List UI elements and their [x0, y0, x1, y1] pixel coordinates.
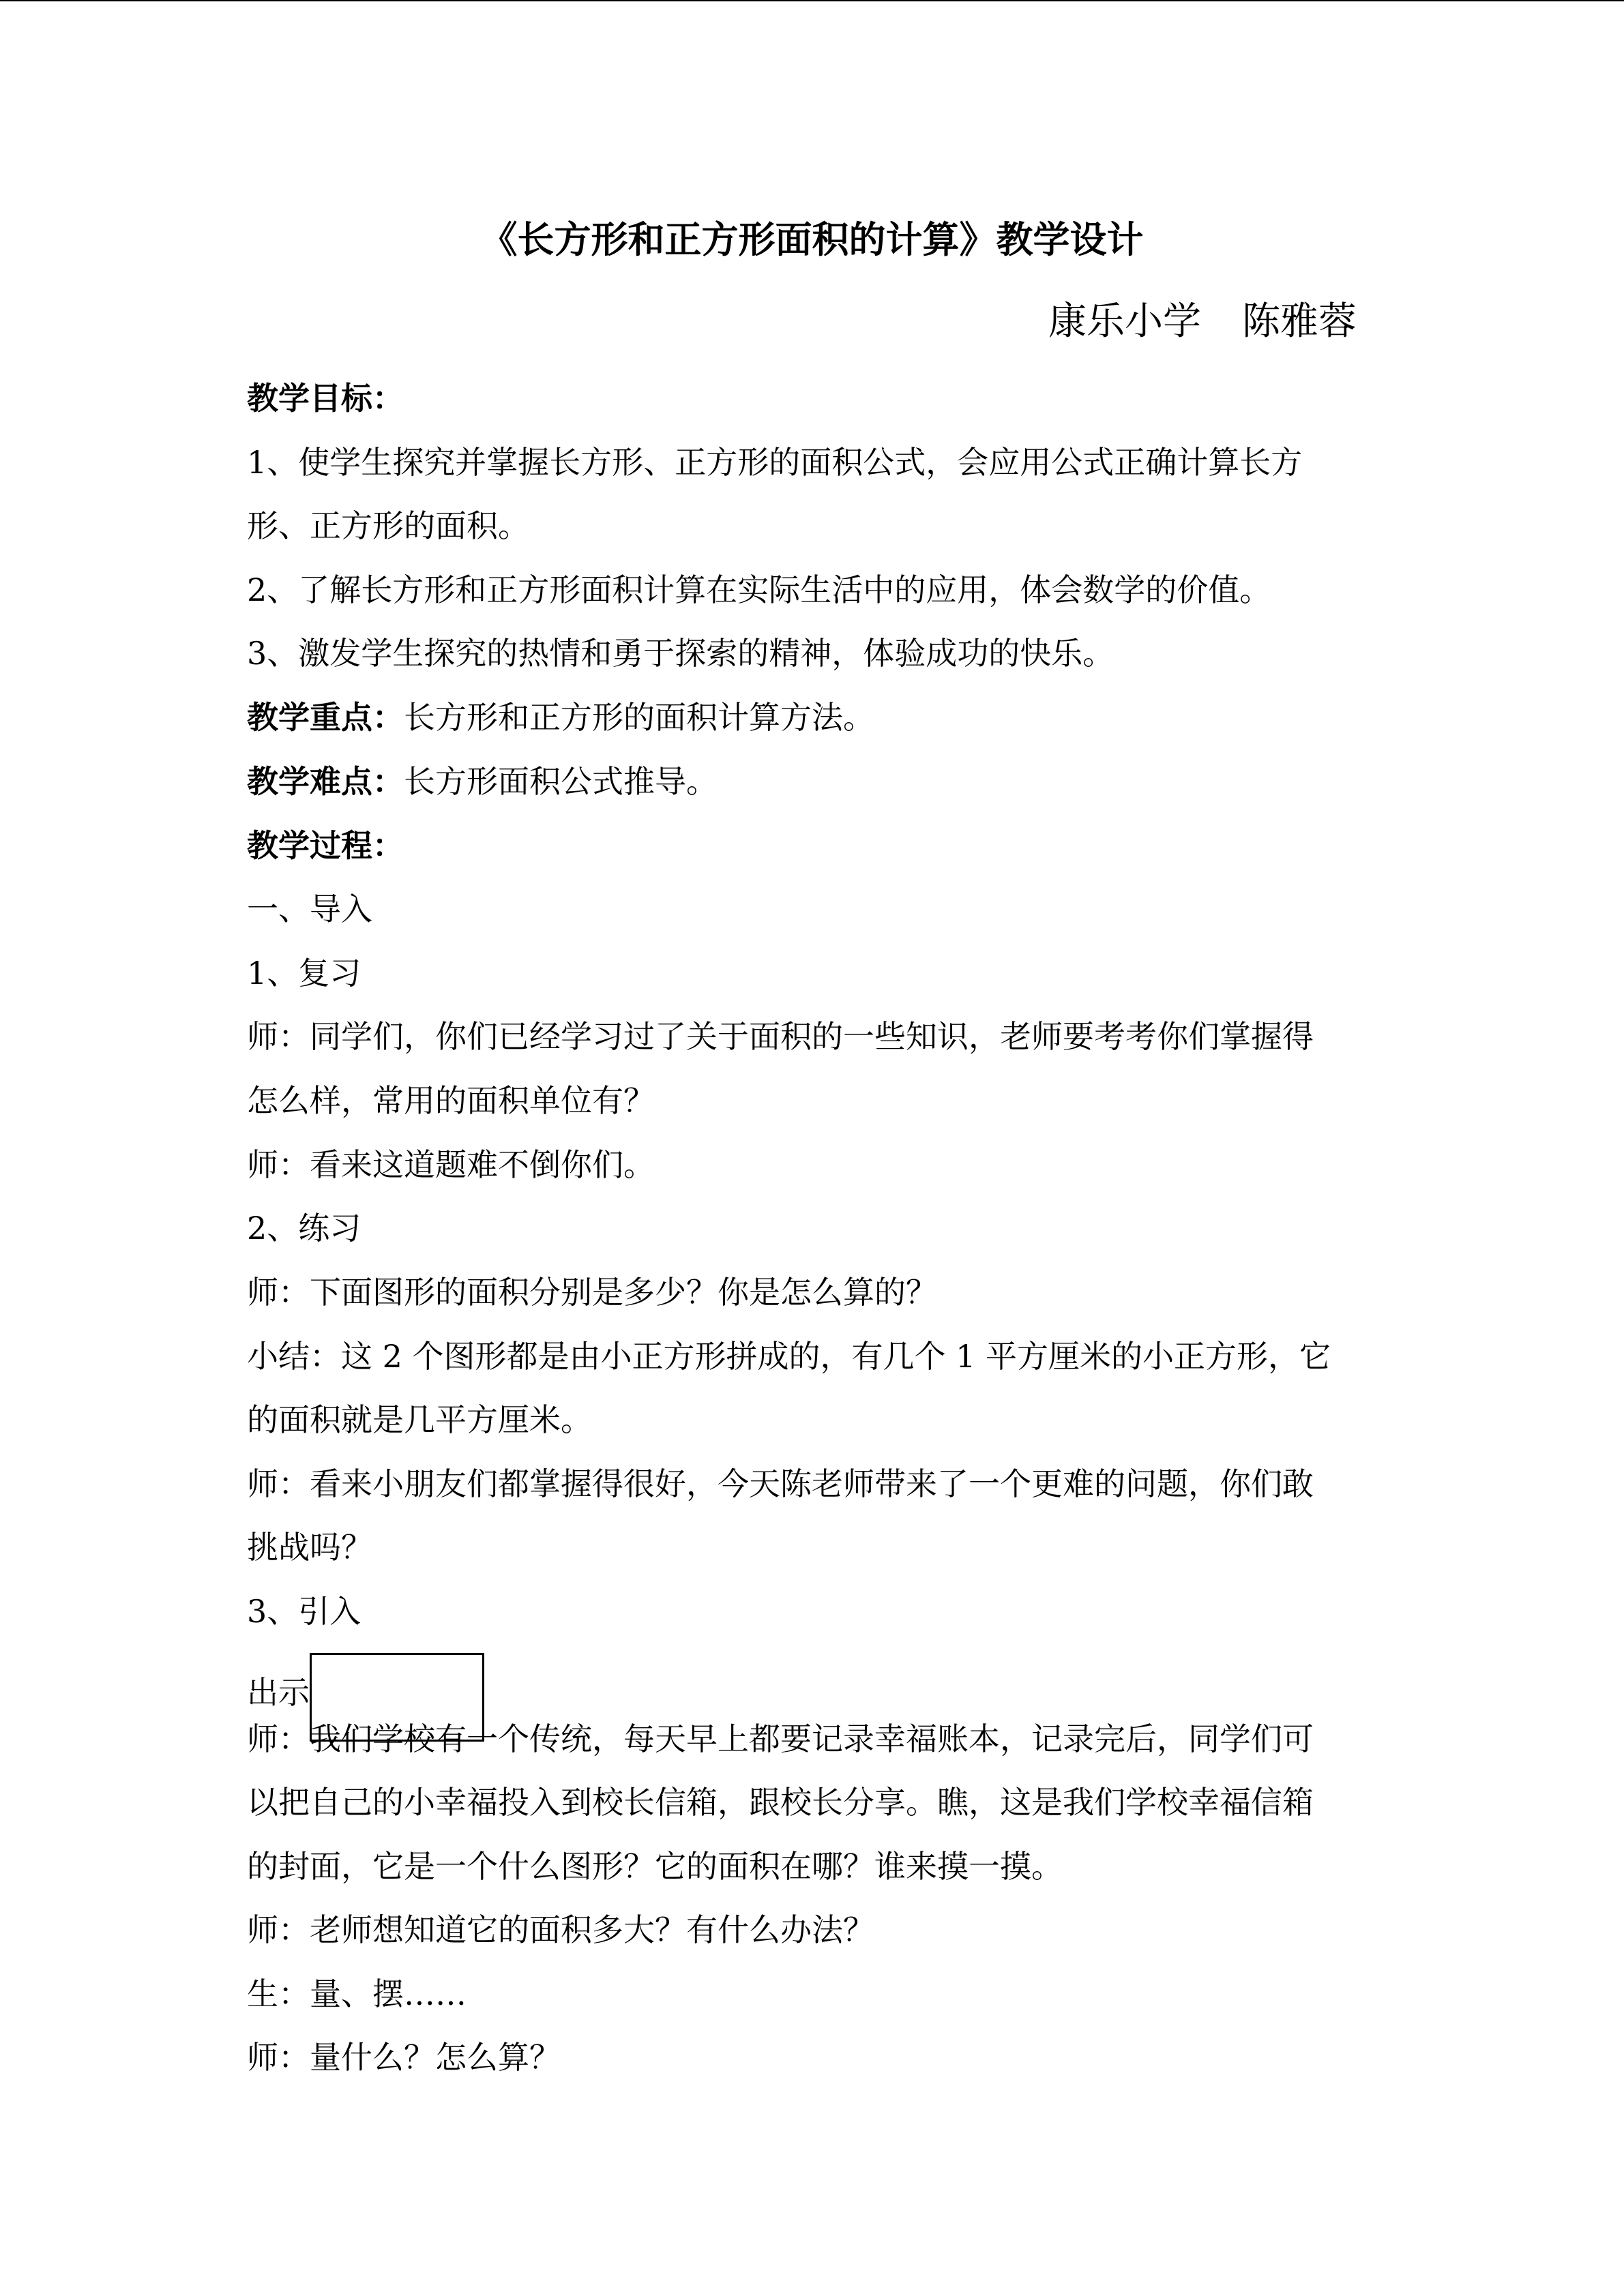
practice-summary-line-1: 小结：这 2 个图形都是由小正方形拼成的，有几个 1 平方厘米的小正方形，它	[247, 1338, 1331, 1375]
objective-3: 3、激发学生探究的热情和勇于探索的精神，体验成功的快乐。	[247, 635, 1114, 672]
intro-teacher-1-line-2: 以把自己的小幸福投入到校长信箱，跟校长分享。瞧，这是我们学校幸福信箱	[247, 1784, 1314, 1821]
process-heading: 教学过程：	[247, 827, 404, 864]
difficulty	[247, 760, 718, 803]
objective-2: 2、了解长方形和正方形面积计算在实际生活中的应用，体会数学的价值。	[247, 571, 1271, 608]
difficulty-label: 教学难点：	[247, 763, 404, 800]
intro-teacher-1-line-3: 的封面，它是一个什么图形？它的面积在哪？谁来摸一摸。	[247, 1848, 1063, 1885]
practice-summary-line-2: 的面积就是几平方厘米。	[247, 1401, 592, 1438]
review-heading: 1、复习	[247, 955, 361, 992]
key-point-text: 长方形和正方形的面积计算方法。	[404, 699, 874, 736]
section-1-heading: 一、导入	[247, 891, 372, 927]
practice-teacher-1: 师：下面图形的面积分别是多少？你是怎么算的？	[247, 1274, 937, 1311]
review-teacher-1-line-1: 师：同学们，你们已经学习过了关于面积的一些知识，老师要考考你们掌握得	[247, 1018, 1314, 1055]
practice-heading: 2、练习	[247, 1210, 361, 1247]
author-name: 陈雅蓉	[1242, 299, 1357, 344]
review-teacher-1-line-2: 怎么样，常用的面积单位有？	[247, 1082, 655, 1119]
key-point	[247, 696, 874, 739]
intro-heading: 3、引入	[247, 1593, 361, 1630]
author-line	[1048, 300, 1357, 344]
review-teacher-2: 师：看来这道题难不倒你们。	[247, 1146, 655, 1183]
objective-1-line-2: 形、正方形的面积。	[247, 507, 529, 544]
practice-teacher-2-line-2: 挑战吗？	[247, 1529, 372, 1566]
intro-teacher-2: 师：老师想知道它的面积多大？有什么办法？	[247, 1911, 874, 1948]
difficulty-text: 长方形面积公式推导。	[404, 763, 718, 800]
objectives-heading: 教学目标：	[247, 380, 404, 417]
intro-show-label: 出示	[247, 1674, 310, 1711]
author-school: 康乐小学	[1048, 299, 1201, 344]
objective-1-line-1: 1、使学生探究并掌握长方形、正方形的面积公式，会应用公式正确计算长方	[247, 444, 1303, 481]
intro-teacher-1-line-1: 师：我们学校有一个传统，每天早上都要记录幸福账本，记录完后，同学们可	[247, 1720, 1314, 1757]
intro-teacher-3: 师：量什么？怎么算？	[247, 2039, 561, 2076]
intro-student-1: 生：量、摆……	[247, 1976, 467, 2012]
document-title: 《长方形和正方形面积的计算》教学设计	[480, 218, 1144, 261]
key-point-label: 教学重点：	[247, 699, 404, 736]
practice-teacher-2-line-1: 师：看来小朋友们都掌握得很好，今天陈老师带来了一个更难的问题，你们敢	[247, 1465, 1314, 1502]
